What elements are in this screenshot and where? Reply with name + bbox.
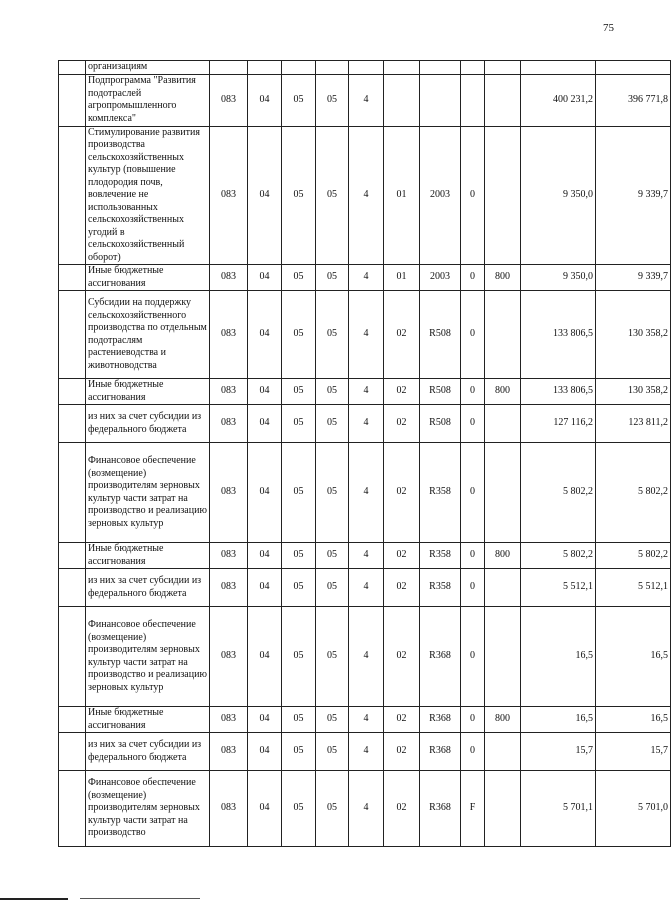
- table-cell: [384, 74, 420, 126]
- table-cell: [485, 405, 521, 443]
- table-cell: 05: [282, 443, 316, 543]
- table-cell: 04: [248, 733, 282, 771]
- table-cell: 16,5: [596, 607, 671, 707]
- table-cell: 05: [316, 569, 349, 607]
- table-cell: 15,7: [596, 733, 671, 771]
- table-cell: 083: [210, 607, 248, 707]
- row-name: Иные бюджетные ассигнования: [86, 707, 210, 733]
- table-cell: 123 811,2: [596, 405, 671, 443]
- table-cell: 16,5: [521, 607, 596, 707]
- table-cell: R508: [420, 379, 461, 405]
- table-cell: 130 358,2: [596, 379, 671, 405]
- table-cell: 0: [461, 733, 485, 771]
- row-name: из них за счет субсидии из федерального бюджета: [86, 733, 210, 771]
- table-cell: 0: [461, 379, 485, 405]
- table-cell: 0: [461, 443, 485, 543]
- table-cell: 05: [316, 126, 349, 265]
- table-cell: [59, 61, 86, 75]
- table-cell: R508: [420, 291, 461, 379]
- table-cell: 4: [349, 405, 384, 443]
- table-cell: 5 802,2: [596, 443, 671, 543]
- table-cell: 083: [210, 405, 248, 443]
- table-cell: 130 358,2: [596, 291, 671, 379]
- table-cell: [485, 569, 521, 607]
- row-name: Иные бюджетные ассигнования: [86, 543, 210, 569]
- table-cell: 4: [349, 569, 384, 607]
- row-name: из них за счет субсидии из федерального бюджета: [86, 569, 210, 607]
- table-cell: 0: [461, 291, 485, 379]
- table-cell: [485, 733, 521, 771]
- table-cell: [485, 61, 521, 75]
- table-cell: R368: [420, 733, 461, 771]
- table-cell: 0: [461, 265, 485, 291]
- table-cell: 800: [485, 265, 521, 291]
- table-cell: 4: [349, 707, 384, 733]
- table-cell: [59, 126, 86, 265]
- table-cell: [461, 74, 485, 126]
- table-cell: 5 802,2: [521, 543, 596, 569]
- table-cell: 05: [282, 74, 316, 126]
- table-cell: 04: [248, 74, 282, 126]
- table-cell: [485, 74, 521, 126]
- table-cell: 02: [384, 707, 420, 733]
- table-cell: 04: [248, 405, 282, 443]
- table-cell: 083: [210, 126, 248, 265]
- table-cell: 4: [349, 126, 384, 265]
- table-cell: 2003: [420, 265, 461, 291]
- table-cell: 02: [384, 771, 420, 847]
- table-cell: 2003: [420, 126, 461, 265]
- table-cell: [521, 61, 596, 75]
- table-cell: [282, 61, 316, 75]
- table-cell: 04: [248, 543, 282, 569]
- table-row: [59, 405, 671, 443]
- table-cell: 133 806,5: [521, 379, 596, 405]
- table-cell: 0: [461, 707, 485, 733]
- table-cell: [59, 379, 86, 405]
- table-cell: [248, 61, 282, 75]
- table-cell: 05: [282, 265, 316, 291]
- page-edge-mark: [80, 898, 200, 899]
- table-cell: [420, 74, 461, 126]
- table-cell: 05: [316, 607, 349, 707]
- table-cell: 083: [210, 707, 248, 733]
- table-cell: 05: [282, 405, 316, 443]
- table-cell: [596, 61, 671, 75]
- table-cell: 05: [282, 569, 316, 607]
- table-row: [59, 707, 671, 733]
- table-cell: 9 339,7: [596, 265, 671, 291]
- table-cell: 4: [349, 543, 384, 569]
- table-cell: 16,5: [521, 707, 596, 733]
- table-cell: 083: [210, 265, 248, 291]
- table-row: [59, 74, 671, 126]
- table-cell: 083: [210, 569, 248, 607]
- table-cell: [59, 74, 86, 126]
- table-cell: R358: [420, 569, 461, 607]
- table-cell: 4: [349, 291, 384, 379]
- table-cell: [59, 265, 86, 291]
- table-cell: 04: [248, 126, 282, 265]
- row-name: Стимулирование развития производства сельскохозяйственных культур (повышение плодородия почв, вовлечение не использованных сельскохозяйственных угодий в сельскохозяйственный оборот): [86, 126, 210, 265]
- table-cell: 02: [384, 291, 420, 379]
- table-cell: 05: [282, 291, 316, 379]
- table-cell: 05: [316, 405, 349, 443]
- table-cell: 05: [316, 771, 349, 847]
- row-name: Иные бюджетные ассигнования: [86, 379, 210, 405]
- table-cell: 083: [210, 771, 248, 847]
- table-cell: 083: [210, 443, 248, 543]
- table-cell: R368: [420, 707, 461, 733]
- table-row: [59, 379, 671, 405]
- table-cell: 800: [485, 543, 521, 569]
- table-cell: 5 802,2: [596, 543, 671, 569]
- table-cell: 083: [210, 379, 248, 405]
- row-name: Финансовое обеспечение (возмещение) производителям зерновых культур части затрат на производство и реализацию зерновых культур: [86, 607, 210, 707]
- table-cell: 05: [316, 543, 349, 569]
- table-cell: 5 701,1: [521, 771, 596, 847]
- table-cell: 0: [461, 607, 485, 707]
- table-cell: [485, 443, 521, 543]
- row-name: Субсидии на поддержку сельскохозяйственного производства по отдельным подотраслям растениеводства и животноводства: [86, 291, 210, 379]
- row-name: Финансовое обеспечение (возмещение) производителям зерновых культур части затрат на производство: [86, 771, 210, 847]
- table-row: [59, 771, 671, 847]
- table-cell: 05: [282, 543, 316, 569]
- table-cell: 396 771,8: [596, 74, 671, 126]
- table-cell: [59, 569, 86, 607]
- table-cell: 0: [461, 405, 485, 443]
- table-cell: 05: [282, 379, 316, 405]
- table-cell: 05: [316, 707, 349, 733]
- row-name: Финансовое обеспечение (возмещение) производителям зерновых культур части затрат на производство и реализацию зерновых культур: [86, 443, 210, 543]
- table-cell: 16,5: [596, 707, 671, 733]
- table-cell: 05: [316, 291, 349, 379]
- table-cell: 4: [349, 733, 384, 771]
- table-cell: 02: [384, 443, 420, 543]
- table-cell: 04: [248, 607, 282, 707]
- table-cell: 4: [349, 74, 384, 126]
- table-cell: 04: [248, 291, 282, 379]
- budget-table: [58, 60, 671, 847]
- table-cell: 800: [485, 707, 521, 733]
- table-cell: 9 350,0: [521, 265, 596, 291]
- table-cell: 05: [316, 379, 349, 405]
- table-cell: [420, 61, 461, 75]
- table-cell: [210, 61, 248, 75]
- table-row: [59, 265, 671, 291]
- table-row: [59, 569, 671, 607]
- table-cell: 01: [384, 126, 420, 265]
- table-cell: [485, 607, 521, 707]
- row-name: Подпрограмма "Развития подотраслей агропромышленного комплекса": [86, 74, 210, 126]
- table-cell: 0: [461, 126, 485, 265]
- table-cell: 4: [349, 607, 384, 707]
- table-row: [59, 61, 671, 75]
- table-row: [59, 733, 671, 771]
- table-cell: R358: [420, 543, 461, 569]
- table-cell: [349, 61, 384, 75]
- table-cell: [59, 443, 86, 543]
- table-row: [59, 607, 671, 707]
- table-cell: 15,7: [521, 733, 596, 771]
- table-cell: 0: [461, 543, 485, 569]
- table-cell: 05: [282, 707, 316, 733]
- table-cell: R368: [420, 607, 461, 707]
- table-cell: 0: [461, 569, 485, 607]
- table-cell: 02: [384, 569, 420, 607]
- table-cell: 05: [282, 607, 316, 707]
- table-cell: [485, 291, 521, 379]
- table-cell: [59, 771, 86, 847]
- table-cell: 9 350,0: [521, 126, 596, 265]
- table-cell: 127 116,2: [521, 405, 596, 443]
- table-cell: [485, 126, 521, 265]
- table-row: [59, 443, 671, 543]
- table-cell: 02: [384, 733, 420, 771]
- table-cell: 04: [248, 771, 282, 847]
- table-cell: 05: [316, 443, 349, 543]
- table-cell: 133 806,5: [521, 291, 596, 379]
- table-cell: 05: [316, 733, 349, 771]
- table-cell: [59, 405, 86, 443]
- table-cell: R358: [420, 443, 461, 543]
- table-cell: [59, 733, 86, 771]
- table-cell: 05: [316, 74, 349, 126]
- table-cell: [59, 543, 86, 569]
- table-cell: 02: [384, 607, 420, 707]
- table-cell: 05: [282, 126, 316, 265]
- table-row: [59, 543, 671, 569]
- table-cell: 05: [282, 733, 316, 771]
- table-cell: 04: [248, 443, 282, 543]
- table-cell: R508: [420, 405, 461, 443]
- table-cell: 5 701,0: [596, 771, 671, 847]
- table-cell: 04: [248, 379, 282, 405]
- table-cell: 01: [384, 265, 420, 291]
- table-cell: 02: [384, 543, 420, 569]
- table-cell: R368: [420, 771, 461, 847]
- table-cell: [59, 291, 86, 379]
- table-cell: 04: [248, 569, 282, 607]
- table-cell: 9 339,7: [596, 126, 671, 265]
- table-cell: 4: [349, 443, 384, 543]
- table-cell: 4: [349, 771, 384, 847]
- table-cell: 04: [248, 265, 282, 291]
- table-cell: 4: [349, 265, 384, 291]
- table-cell: 4: [349, 379, 384, 405]
- table-row: [59, 291, 671, 379]
- table-cell: [59, 607, 86, 707]
- table-cell: 5 512,1: [521, 569, 596, 607]
- table-cell: 083: [210, 733, 248, 771]
- table-cell: 5 802,2: [521, 443, 596, 543]
- table-cell: 800: [485, 379, 521, 405]
- table-cell: [316, 61, 349, 75]
- page-edge-mark: [0, 898, 68, 900]
- table-cell: 083: [210, 291, 248, 379]
- table-cell: 5 512,1: [596, 569, 671, 607]
- row-name: Иные бюджетные ассигнования: [86, 265, 210, 291]
- table-cell: 05: [316, 265, 349, 291]
- table-cell: 04: [248, 707, 282, 733]
- table-cell: 083: [210, 543, 248, 569]
- table-cell: 02: [384, 405, 420, 443]
- table-cell: 400 231,2: [521, 74, 596, 126]
- table-cell: [485, 771, 521, 847]
- table-cell: 02: [384, 379, 420, 405]
- table-cell: F: [461, 771, 485, 847]
- table-cell: 05: [282, 771, 316, 847]
- table-row: [59, 126, 671, 265]
- row-name: из них за счет субсидии из федерального бюджета: [86, 405, 210, 443]
- table-cell: 083: [210, 74, 248, 126]
- table-cell: [384, 61, 420, 75]
- table-cell: [59, 707, 86, 733]
- row-name: организациям: [86, 61, 210, 75]
- page-number: 75: [603, 22, 614, 34]
- table-cell: [461, 61, 485, 75]
